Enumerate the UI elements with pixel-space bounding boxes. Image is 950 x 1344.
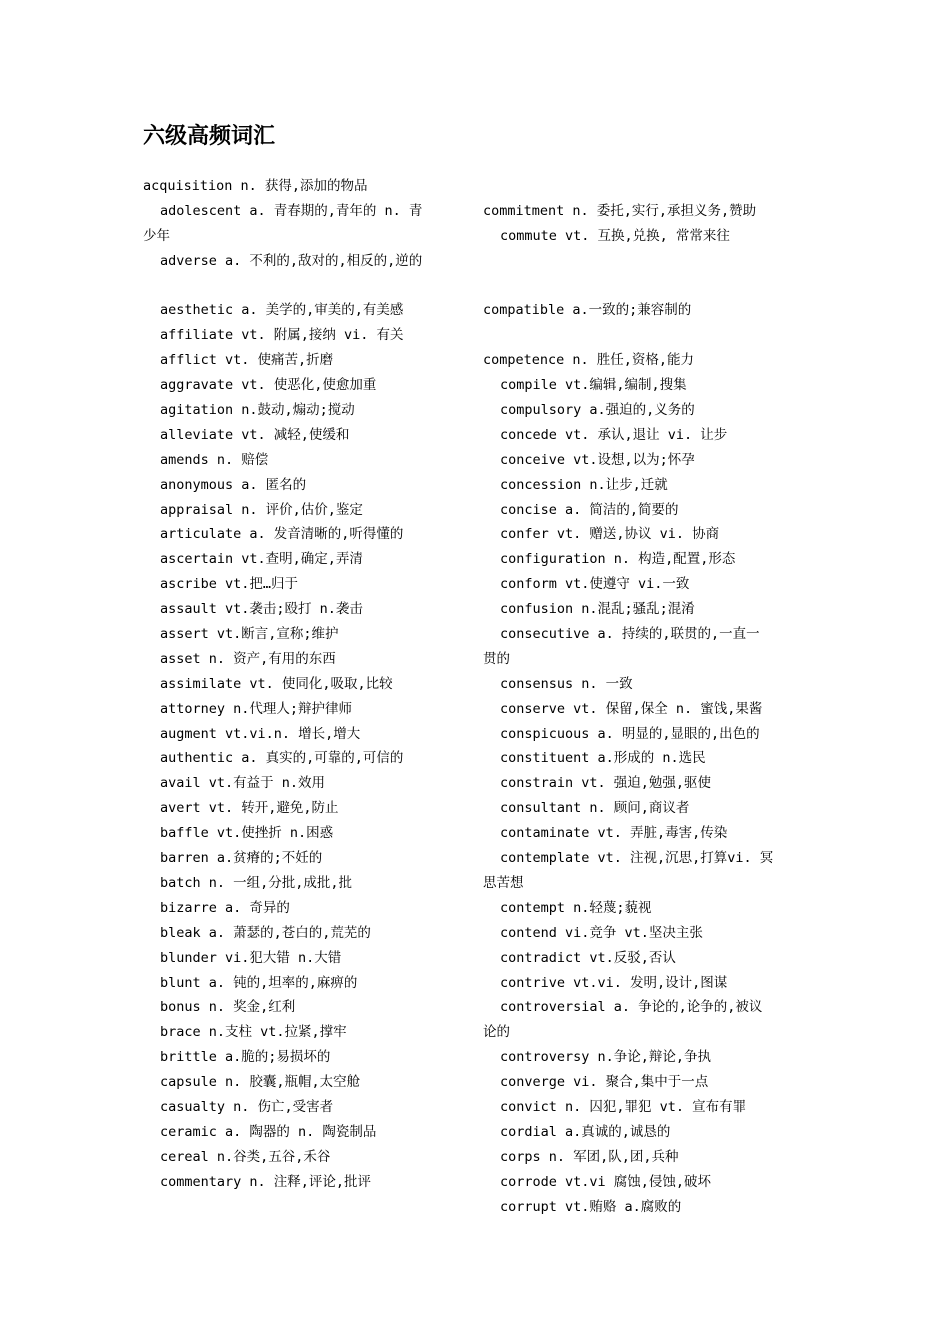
vocab-line [143,274,465,299]
vocab-line: brittle a.脆的;易损坏的 [160,1049,331,1066]
vocab-line: asset n. 资产,有用的东西 [160,650,336,667]
vocab-line: avert vt. 转开,避免,防止 [160,800,339,817]
vocab-line: augment vt.vi.n. 增长,增大 [160,725,361,742]
vocab-line: agitation n.鼓动,煽动;搅动 [160,402,355,419]
vocab-line: affiliate vt. 附属,接纳 vi. 有关 [160,327,404,344]
vocab-line [483,174,807,199]
vocab-line: 贯的 [483,650,510,667]
vocab-line: brace n.支柱 vt.拉紧,撑牢 [160,1024,347,1041]
vocab-line: 思苦想 [483,874,524,891]
vocabulary-column-left [143,174,465,1195]
vocab-line: alleviate vt. 减轻,使缓和 [160,426,350,443]
vocab-line: assert vt.断言,宣称;维护 [160,626,339,643]
vocab-line: compile vt.编辑,编制,搜集 [500,377,687,394]
vocab-line: confer vt. 赠送,协议 vi. 协商 [500,526,720,543]
vocab-line: blunt a. 钝的,坦率的,麻痹的 [160,974,358,991]
vocab-line: 论的 [483,1024,510,1041]
vocab-line: commute vt. 互换,兑换, 常常来往 [500,227,730,244]
vocab-line [483,274,807,299]
vocab-line: afflict vt. 使痛苦,折磨 [160,352,334,369]
vocab-line: convict n. 囚犯,罪犯 vt. 宣布有罪 [500,1098,747,1115]
vocab-line: ceramic a. 陶器的 n. 陶瓷制品 [160,1123,377,1140]
vocab-line: aggravate vt. 使恶化,使愈加重 [160,377,377,394]
vocab-line: corrode vt.vi 腐蚀,侵蚀,破坏 [500,1173,712,1190]
vocab-line: bizarre a. 奇异的 [160,899,290,916]
vocab-line: consultant n. 顾问,商议者 [500,800,690,817]
vocab-line: ascribe vt.把…归于 [160,576,299,593]
vocab-line: contradict vt.反驳,否认 [500,949,676,966]
vocab-line: consecutive a. 持续的,联贯的,一直一 [500,626,760,643]
vocab-line: corrupt vt.贿赂 a.腐败的 [500,1198,682,1215]
vocab-line: baffle vt.使挫折 n.困惑 [160,825,334,842]
vocab-line: corps n. 军团,队,团,兵种 [500,1148,679,1165]
vocab-line: 少年 [143,227,170,244]
vocab-line: configuration n. 构造,配置,形态 [500,551,736,568]
vocab-line: aesthetic a. 美学的,审美的,有美感 [160,302,404,319]
vocab-line: controversial a. 争论的,论争的,被议 [500,999,763,1016]
vocab-line: consensus n. 一致 [500,675,633,692]
vocab-line: adverse a. 不利的,敌对的,相反的,逆的 [160,252,423,269]
vocabulary-column-right [483,174,807,1219]
vocab-line: adolescent a. 青春期的,青年的 n. 青 [160,202,423,219]
vocab-line: constituent a.形成的 n.选民 [500,750,706,767]
vocab-line: controversy n.争论,辩论,争执 [500,1049,712,1066]
page-title: 六级高频词汇 [143,124,276,149]
vocab-line: avail vt.有益于 n.效用 [160,775,326,792]
vocab-line: bonus n. 奖金,红利 [160,999,296,1016]
vocab-line: compulsory a.强迫的,义务的 [500,402,695,419]
vocab-line [483,249,807,274]
vocab-line: confusion n.混乱;骚乱;混淆 [500,601,695,618]
vocab-line: bleak a. 萧瑟的,苍白的,荒芜的 [160,924,371,941]
vocab-line: contempt n.轻蔑;藐视 [500,899,652,916]
vocab-line: conserve vt. 保留,保全 n. 蜜饯,果酱 [500,700,763,717]
vocab-line: anonymous a. 匿名的 [160,476,307,493]
vocab-line: contend vi.竞争 vt.坚决主张 [500,924,703,941]
vocab-line: concession n.让步,迁就 [500,476,668,493]
vocab-line: contemplate vt. 注视,沉思,打算vi. 冥 [500,850,774,867]
vocab-line: acquisition n. 获得,添加的物品 [143,178,368,194]
vocab-line: concise a. 简洁的,简要的 [500,501,679,518]
vocab-line: converge vi. 聚合,集中于一点 [500,1074,709,1091]
vocab-line: constrain vt. 强迫,勉强,驱使 [500,775,712,792]
vocab-line: compatible a.一致的;兼容制的 [483,302,692,319]
vocab-line: attorney n.代理人;辩护律师 [160,700,353,717]
vocab-line: batch n. 一组,分批,成批,批 [160,874,353,891]
vocab-line: authentic a. 真实的,可靠的,可信的 [160,750,404,767]
vocab-line: conform vt.使遵守 vi.一致 [500,576,690,593]
vocab-line: cordial a.真诚的,诚恳的 [500,1123,671,1140]
vocab-line: conceive vt.设想,以为;怀孕 [500,451,695,468]
vocab-line: appraisal n. 评价,估价,鉴定 [160,501,363,518]
vocab-line: assault vt.袭击;殴打 n.袭击 [160,601,363,618]
vocab-line [483,323,807,348]
vocab-line: barren a.贫瘠的;不妊的 [160,850,323,867]
vocab-line: articulate a. 发音清晰的,听得懂的 [160,526,404,543]
vocab-line: competence n. 胜任,资格,能力 [483,352,695,369]
vocab-line: conspicuous a. 明显的,显眼的,出色的 [500,725,760,742]
vocab-line: casualty n. 伤亡,受害者 [160,1098,334,1115]
vocab-line: commentary n. 注释,评论,批评 [160,1173,372,1190]
vocab-line: assimilate vt. 使同化,吸取,比较 [160,675,393,692]
vocab-line: contaminate vt. 弄脏,毒害,传染 [500,825,728,842]
vocab-line: cereal n.谷类,五谷,禾谷 [160,1148,331,1165]
vocab-line: amends n. 赔偿 [160,451,269,468]
vocab-line: blunder vi.犯大错 n.大错 [160,949,342,966]
vocab-line: concede vt. 承认,退让 vi. 让步 [500,426,728,443]
vocab-line: capsule n. 胶囊,瓶帽,太空舱 [160,1074,361,1091]
vocab-line: contrive vt.vi. 发明,设计,图谋 [500,974,728,991]
vocab-line: commitment n. 委托,实行,承担义务,赞助 [483,202,757,219]
vocab-line: ascertain vt.查明,确定,弄清 [160,551,363,568]
